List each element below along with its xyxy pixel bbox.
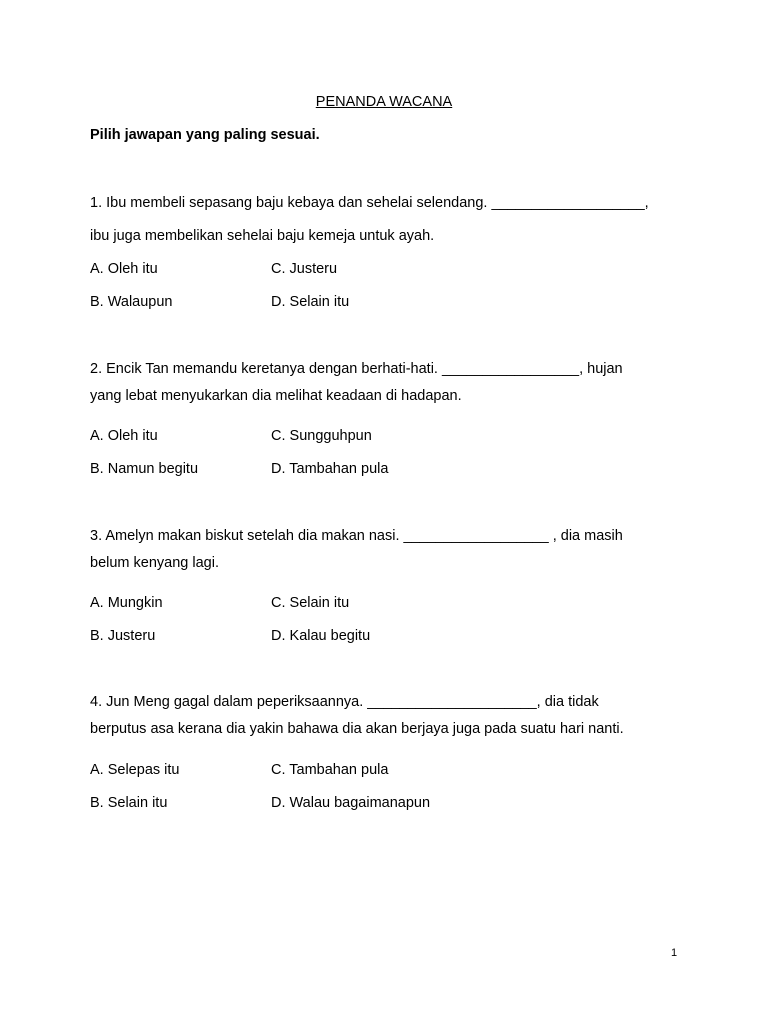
question-1-option-c: C. Justeru — [271, 261, 338, 277]
question-1-option-d: D. Selain itu — [271, 294, 350, 310]
question-1-option-b: B. Walaupun — [90, 294, 173, 310]
question-1-line-2: ibu juga membelikan sehelai baju kemeja untuk ayah. — [90, 228, 435, 244]
question-1-option-a: A. Oleh itu — [90, 261, 158, 277]
question-1-line-1: 1. Ibu membeli sepasang baju kebaya dan sehelai selendang. ___________________, — [90, 195, 649, 211]
question-4-option-d: D. Walau bagaimanapun — [271, 795, 431, 811]
instruction-text: Pilih jawapan yang paling sesuai. — [90, 127, 320, 143]
question-4-line-2: berputus asa kerana dia yakin bahawa dia akan berjaya juga pada suatu hari nanti. — [90, 721, 624, 737]
question-2-line-1: 2. Encik Tan memandu keretanya dengan berhati-hati. _________________, hujan — [90, 361, 623, 377]
question-4-option-a: A. Selepas itu — [90, 762, 180, 778]
question-3-option-a: A. Mungkin — [90, 595, 163, 611]
question-3-line-1: 3. Amelyn makan biskut setelah dia makan nasi. __________________ , dia masih — [90, 528, 623, 544]
question-2-line-2: yang lebat menyukarkan dia melihat keadaan di hadapan. — [90, 388, 462, 404]
question-4-option-b: B. Selain itu — [90, 795, 168, 811]
question-2-option-b: B. Namun begitu — [90, 461, 199, 477]
question-3-line-2: belum kenyang lagi. — [90, 555, 219, 571]
question-4-option-c: C. Tambahan pula — [271, 762, 389, 778]
question-3-option-b: B. Justeru — [90, 628, 156, 644]
question-2-option-d: D. Tambahan pula — [271, 461, 389, 477]
question-2-option-a: A. Oleh itu — [90, 428, 158, 444]
question-4-line-1: 4. Jun Meng gagal dalam peperiksaannya. _____________________, dia tidak — [90, 694, 599, 710]
question-2-option-c: C. Sungguhpun — [271, 428, 372, 444]
page-title: PENANDA WACANA — [315, 94, 453, 110]
question-3-option-d: D. Kalau begitu — [271, 628, 371, 644]
question-3-option-c: C. Selain itu — [271, 595, 350, 611]
page-number: 1 — [671, 947, 678, 959]
